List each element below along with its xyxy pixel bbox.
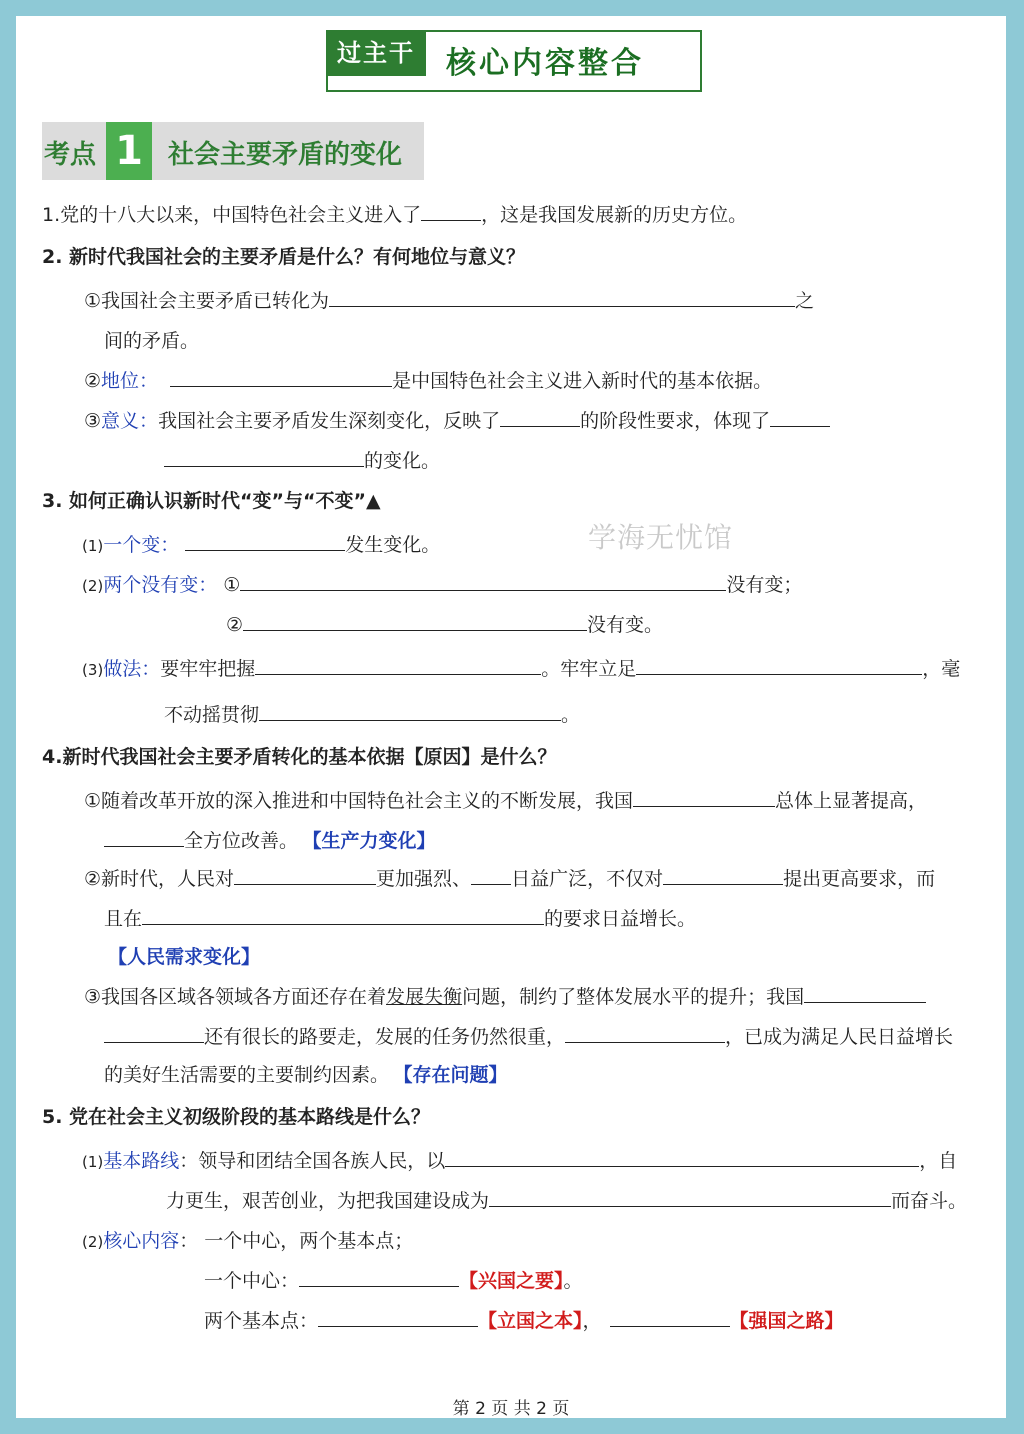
blank[interactable]: [421, 202, 481, 221]
q5-p1-num: (1): [82, 1153, 104, 1171]
q3-p3-key: 做法：: [103, 658, 161, 680]
q3-p2-circle-2: ②: [226, 614, 244, 636]
q4-a-text-2: 总体上显著提高，: [775, 790, 928, 812]
blank[interactable]: [170, 368, 392, 387]
blank[interactable]: [633, 788, 775, 807]
q4-item-3-cont: [104, 1024, 953, 1050]
q2-item-1-cont: 间的矛盾。: [104, 330, 200, 352]
q5-p1-text-b: ，自: [919, 1150, 958, 1172]
q3-p1-key: 一个变：: [103, 534, 180, 556]
q5-c1-tag: 【兴国之要】: [459, 1270, 564, 1292]
q3-part-1: [82, 532, 440, 559]
q2-item-2: [84, 368, 772, 394]
blank[interactable]: [610, 1308, 730, 1327]
header-title: 核心内容整合: [446, 46, 644, 81]
q4-item-3: [84, 984, 926, 1010]
worksheet-page: [16, 16, 1006, 1418]
q4-a-text-3: 全方位改善。: [184, 830, 299, 852]
q5-part-2: [82, 1228, 413, 1255]
q5-part-1: [82, 1148, 957, 1175]
q3-p1-text: 发生变化。: [345, 534, 441, 556]
q4-c-text-6: 的美好生活需要的主要制约因素。: [104, 1064, 390, 1086]
q5-one-center: [204, 1268, 583, 1294]
q5-part-1-cont: [166, 1188, 967, 1214]
question-1: [42, 202, 747, 228]
blank[interactable]: [255, 656, 541, 675]
q5-p2-num: (2): [82, 1233, 104, 1251]
q5-c2-tag-1: 【立国之本】: [478, 1310, 583, 1332]
watermark: 学海无忧馆: [588, 521, 734, 554]
blank[interactable]: [243, 612, 587, 631]
blank[interactable]: [318, 1308, 478, 1327]
q3-p2-text-a: 没有变；: [726, 574, 803, 596]
header-tag: 过主干: [326, 30, 426, 76]
q2-i3-key: 意义：: [101, 410, 159, 432]
q4-a-tag: 【生产力变化】: [312, 830, 436, 852]
q4-c-text-1: ③我国各区域各领域各方面还存在着: [84, 986, 387, 1008]
blank[interactable]: [565, 1024, 725, 1043]
q4-b-text-4: 提出更高要求，而: [783, 868, 936, 890]
q4-item-1-cont: [104, 828, 436, 854]
section-banner: [42, 122, 424, 180]
q2-i3-tail: 的变化。: [364, 450, 441, 472]
q2-i3-text-b: 的阶段性要求，体现了: [580, 410, 771, 432]
blank[interactable]: [445, 1148, 919, 1167]
q3-p2-text-b: 没有变。: [587, 614, 664, 636]
q5-c1-label: 一个中心：: [204, 1270, 300, 1292]
blank[interactable]: [329, 288, 795, 307]
q4-c-text-4: 还有很长的路要走，发展的任务仍然很重，: [204, 1026, 566, 1048]
blank[interactable]: [471, 866, 511, 885]
blank[interactable]: [164, 448, 364, 467]
q5-p1-text-d: 而奋斗。: [891, 1190, 968, 1212]
q1-text-b: ，这是我国发展新的历史方位。: [481, 204, 748, 226]
q3-p1-num: (1): [82, 537, 104, 555]
q3-p2-key: 两个没有变：: [103, 574, 218, 596]
blank[interactable]: [185, 532, 345, 551]
blank[interactable]: [500, 408, 580, 427]
q3-p3-text-b: 。牢牢立足: [541, 658, 637, 680]
q4-c-tag: 【存在问题】: [403, 1064, 508, 1086]
q4-item-2-cont: [104, 906, 696, 932]
q4-c-text-2: 发展失衡: [386, 986, 463, 1008]
q4-b-text-2: 更加强烈、: [376, 868, 472, 890]
q3-p3-text-a: 要牢牢把握: [160, 658, 256, 680]
q2-i2-num: ②: [84, 370, 102, 392]
q3-part-3-cont: [164, 702, 580, 728]
q4-b-text-3: 日益广泛，不仅对: [511, 868, 664, 890]
q5-p1-key: 基本路线: [103, 1150, 180, 1172]
question-2-title: 2. 新时代我国社会的主要矛盾是什么？有何地位与意义？: [42, 246, 526, 268]
blank[interactable]: [636, 656, 922, 675]
q5-c2-label: 两个基本点：: [204, 1310, 319, 1332]
q2-i1-text: ①我国社会主要矛盾已转化为: [84, 290, 330, 312]
q5-c2-tag-2: 【强国之路】: [729, 1310, 844, 1332]
q5-p1-text-c: 力更生，艰苦创业，为把我国建设成为: [166, 1190, 490, 1212]
q3-p3-text-c: ，毫: [922, 658, 961, 680]
q2-i3-text-a: 我国社会主要矛盾发生深刻变化，反映了: [158, 410, 501, 432]
blank[interactable]: [104, 828, 184, 847]
question-3-title: 3. 如何正确认识新时代“变”与“不变”▲: [42, 490, 381, 512]
section-title: 社会主要矛盾的变化: [168, 140, 403, 170]
q3-p2-circle-1: ①: [223, 574, 241, 596]
q3-p3-text-e: 。: [561, 704, 581, 726]
q5-p2-key: 核心内容: [103, 1230, 180, 1252]
q5-c1-end: 。: [563, 1270, 583, 1292]
q3-part-2: [82, 572, 802, 599]
q2-item-3-cont: [164, 448, 440, 474]
section-number: 1: [106, 122, 152, 180]
page-footer: 第 2 页 共 2 页: [452, 1399, 570, 1419]
q4-a-text-1: ①随着改革开放的深入推进和中国特色社会主义的不断发展，我国: [84, 790, 634, 812]
q3-part-2-b: [226, 612, 663, 638]
q3-p2-num: (2): [82, 577, 104, 595]
q2-i2-key: 地位：: [101, 370, 159, 392]
q3-p3-num: (3): [82, 661, 104, 679]
blank[interactable]: [259, 702, 561, 721]
q3-part-3: [82, 656, 960, 683]
q4-item-1: [84, 788, 927, 814]
q4-b-text-6: 的要求日益增长。: [544, 908, 697, 930]
q2-i1-tail: 之: [795, 290, 815, 312]
q2-i2-text: 是中国特色社会主义进入新时代的基本依据。: [392, 370, 773, 392]
blank[interactable]: [240, 572, 726, 591]
q2-item-3: [84, 408, 830, 434]
header-banner: [326, 30, 702, 92]
q4-b-text-5: 且在: [104, 908, 143, 930]
q2-i3-num: ③: [84, 410, 102, 432]
blank[interactable]: [299, 1268, 459, 1287]
q3-p3-text-d: 不动摇贯彻: [164, 704, 260, 726]
q4-b-tag: 【人民需求变化】: [108, 946, 261, 968]
question-5-title: 5. 党在社会主义初级阶段的基本路线是什么？: [42, 1106, 431, 1128]
q4-b-text-1: ②新时代，人民对: [84, 868, 235, 890]
q1-text-a: 1.党的十八大以来，中国特色社会主义进入了: [42, 204, 422, 226]
blank[interactable]: [804, 984, 926, 1003]
q2-item-1: [84, 288, 814, 314]
question-4-title: 4.新时代我国社会主要矛盾转化的基本依据【原因】是什么？: [42, 746, 557, 768]
blank[interactable]: [770, 408, 830, 427]
q4-c-text-3: 问题，制约了整体发展水平的提升；我国: [462, 986, 805, 1008]
blank[interactable]: [142, 906, 544, 925]
blank[interactable]: [234, 866, 376, 885]
blank[interactable]: [104, 1024, 204, 1043]
blank[interactable]: [663, 866, 783, 885]
q5-c2-sep: ，: [582, 1310, 602, 1332]
q5-p1-text-a: ：领导和团结全国各族人民，以: [179, 1150, 446, 1172]
q5-p2-text: ： 一个中心，两个基本点；: [179, 1230, 414, 1252]
section-prefix: 考点: [44, 140, 97, 170]
q4-item-2: [84, 866, 935, 892]
q4-item-3-cont2: [104, 1062, 508, 1088]
blank[interactable]: [489, 1188, 891, 1207]
q4-c-text-5: ，已成为满足人民日益增长: [725, 1026, 954, 1048]
q5-two-points: [204, 1308, 844, 1334]
